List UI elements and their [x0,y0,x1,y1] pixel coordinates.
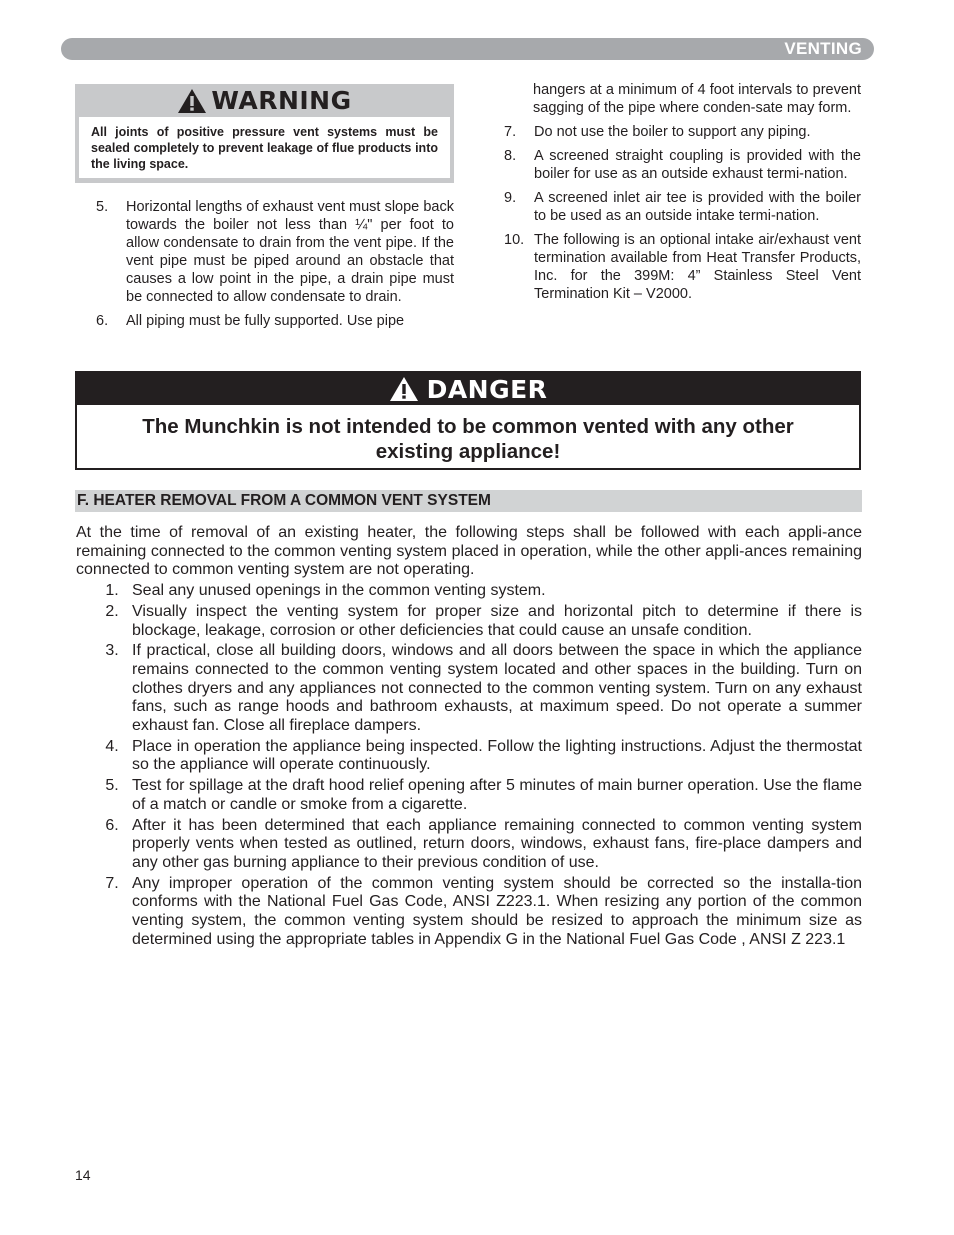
list-item [504,123,861,141]
step-item [76,642,862,736]
list-item-text: All piping must be fully supported. Use pipe [126,313,405,329]
step-text: If practical, close all building doors, windows and all doors between the space in which the appliance remains connected to the common venting system located and other spaces in the building. Turn on clothes dryers and any appliances not connected to the common venting system. Turn on any exhaust fans, such as range hoods and bathroom exhausts, at maximum speed. Do not operate a summer exhaust fan. Close all fireplace dampers. [132,642,862,735]
page-number: 14 [75,1167,91,1183]
step-text: After it has been determined that each appliance remaining connected to common venting system properly vents when tested as outlined, return doors, windows, exhaust fans, fire-place dampers and any other gas burning appliance to their previous condition of use. [132,816,862,871]
step-item [76,875,862,950]
list-item-number: 5. [96,199,109,215]
warning-text: All joints of positive pressure vent systems must be sealed completely to prevent leakage of flue products into the living space. [79,117,450,178]
warning-box [75,84,454,183]
section-heading: F. HEATER REMOVAL FROM A COMMON VENT SYSTEM [77,492,491,509]
step-text: Place in operation the appliance being inspected. Follow the lighting instructions. Adjust the thermostat so the appliance will operate continuously. [132,737,862,774]
list-item-text: A screened inlet air tee is provided with the boiler to be used as an outside intake termi-nation. [534,190,861,224]
warning-triangle-icon [389,376,419,402]
step-number: 3. [105,642,119,660]
list-item-text: Horizontal lengths of exhaust vent must slope back towards the boiler not less than ¼" per foot to allow condensate to drain from the vent pipe. If the vent pipe must be piped around an obstacle that causes a low point in the pipe, a drain pipe must be connected to allow condensate to drain. [126,199,454,305]
warning-triangle-icon [177,88,207,114]
danger-text [77,405,859,464]
list-item-text: A screened straight coupling is provided with the boiler for use as an outside exhaust termi-nation. [534,148,861,182]
step-number: 7. [105,874,119,892]
intro-paragraph: At the time of removal of an existing heater, the following steps shall be followed with each appli-ance remaining connected to the common venting system placed in operation, while the other appli-ances remaining connected to common venting system are not operating. [76,524,862,579]
list-item-number: 6. [96,313,109,329]
step-item [76,777,862,814]
step-number: 2. [105,602,119,620]
section-header-bar [61,38,874,60]
danger-title-row [77,373,859,405]
main-content [76,524,862,951]
danger-text-line: The Munchkin is not intended to be common vented with any other [142,415,794,438]
step-item [76,738,862,775]
steps-list [76,582,862,949]
left-column [96,198,454,336]
list-item-continuation: hangers at a minimum of 4 foot intervals to prevent sagging of the pipe where conden-sate may form. [533,82,861,116]
warning-title: WARNING [211,86,352,115]
step-text: Any improper operation of the common venting system should be corrected so the installa-tion conforms with the National Fuel Gas Code, ANSI Z223.1. When resizing any portion of the common venting system, the common venting system should be resized to approach the minimum size as determined using the appropriate tables in Appendix G in the National Fuel Gas Code , ANSI Z 223.1 [132,874,862,948]
list-item-number: 8. [504,148,517,164]
list-item [504,189,861,225]
list-item-text: The following is an optional intake air/exhaust vent termination available from Heat Transfer Products, Inc. for the 399M: 4” Stainless Steel Vent Termination Kit – V2000. [534,232,861,302]
danger-title: DANGER [426,374,548,404]
step-text: Visually inspect the venting system for proper size and horizontal pitch to determine if there is blockage, leakage, corrosion or other deficiencies that could cause an unsafe condition. [132,602,862,639]
list-item-number: 7. [504,124,517,140]
step-text: Seal any unused openings in the common venting system. [132,582,546,600]
section-heading-bar [75,490,862,512]
step-number: 1. [105,582,119,600]
list-item-number: 10. [504,232,525,248]
section-header-title: VENTING [784,39,862,58]
step-text: Test for spillage at the draft hood relief opening after 5 minutes of main burner operation. Use the flame of a match or candle or smoke from a cigarette. [132,777,862,813]
step-number: 6. [105,816,119,834]
list-item-text: Do not use the boiler to support any piping. [534,124,811,140]
list-item [504,147,861,183]
step-item [76,817,862,873]
list-item [504,231,861,303]
right-column [504,81,861,309]
warning-title-row [75,84,454,117]
danger-box [75,371,861,470]
step-number: 4. [105,737,119,755]
list-item-number: 9. [504,190,517,206]
step-item [76,582,862,601]
step-item [76,603,862,640]
step-number: 5. [105,777,119,795]
list-item [96,198,454,306]
list-item [96,312,454,330]
danger-text-line: existing appliance! [375,440,561,463]
